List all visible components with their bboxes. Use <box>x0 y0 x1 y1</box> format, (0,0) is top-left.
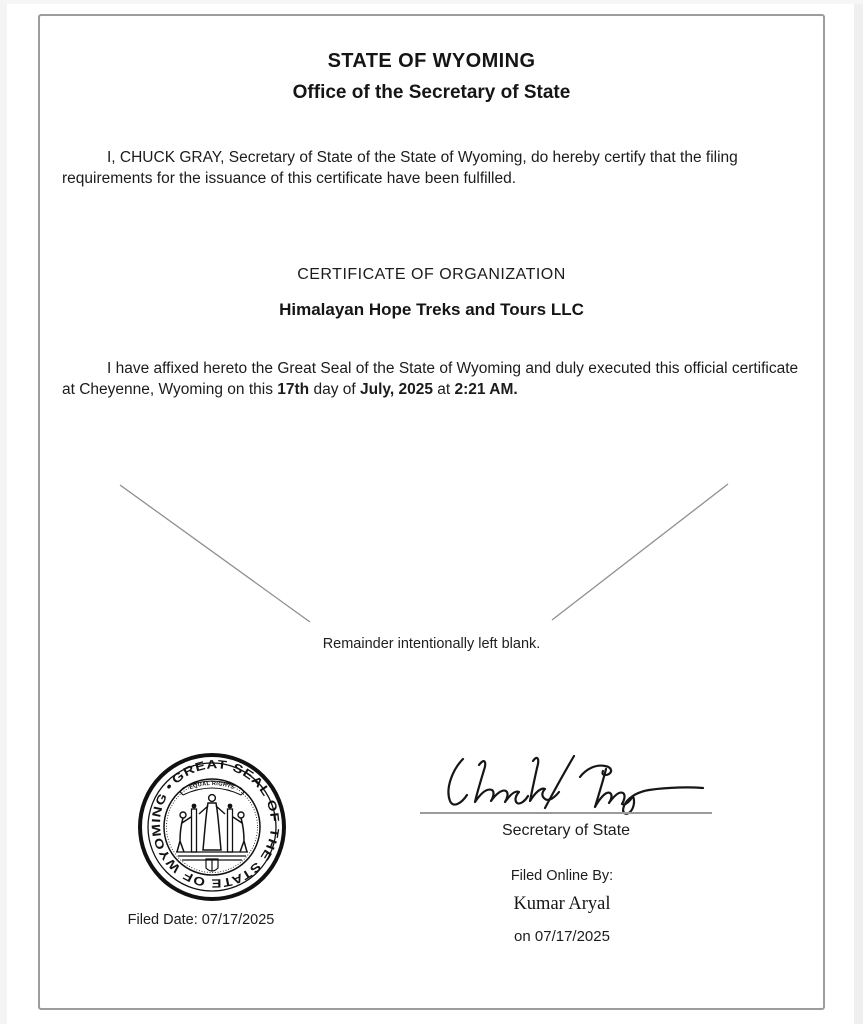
filer-name: Kumar Aryal <box>513 894 611 914</box>
execution-day: 17th <box>277 381 310 398</box>
remainder-note: Remainder intentionally left blank. <box>322 636 541 652</box>
document-subtitle: Office of the Secretary of State <box>292 82 571 103</box>
execution-paragraph <box>62 358 802 400</box>
filed-date-label: Filed Date: 07/17/2025 <box>127 912 275 928</box>
scan-edge-left <box>0 0 7 1024</box>
filed-on-date: on 07/17/2025 <box>514 928 610 945</box>
execution-text-mid1: day of <box>309 381 360 398</box>
filed-online-by-label: Filed Online By: <box>510 868 614 884</box>
seal-banner-text: EQUAL RIGHTS <box>188 780 236 792</box>
signature-line <box>420 812 712 814</box>
secretary-signature-icon <box>425 745 717 818</box>
blank-section-diagonal-lines <box>100 475 750 630</box>
execution-text-prefix: I have affixed hereto the Great Seal of the State of Wyoming and duly executed this official certificate at Cheyenne, Wyoming on this <box>62 360 799 398</box>
entity-name: Himalayan Hope Treks and Tours LLC <box>279 300 584 319</box>
great-seal-of-wyoming-icon <box>136 751 288 903</box>
document-title: STATE OF WYOMING <box>327 50 536 72</box>
certificate-heading: CERTIFICATE OF ORGANIZATION <box>297 266 566 283</box>
execution-month-year: July, 2025 <box>359 381 433 398</box>
seal-ring-text: GREAT SEAL OF THE STATE OF WYOMING • <box>148 757 283 891</box>
signer-title: Secretary of State <box>501 822 631 839</box>
scan-edge-top <box>0 0 863 4</box>
execution-text-mid2: at <box>432 381 455 398</box>
intro-paragraph: I, CHUCK GRAY, Secretary of State of the State of Wyoming, do hereby certify that the filing requirements for the issuance of this certificate have been fulfilled. <box>62 149 738 187</box>
execution-time: 2:21 AM. <box>454 381 518 398</box>
scan-edge-right <box>854 0 863 1024</box>
